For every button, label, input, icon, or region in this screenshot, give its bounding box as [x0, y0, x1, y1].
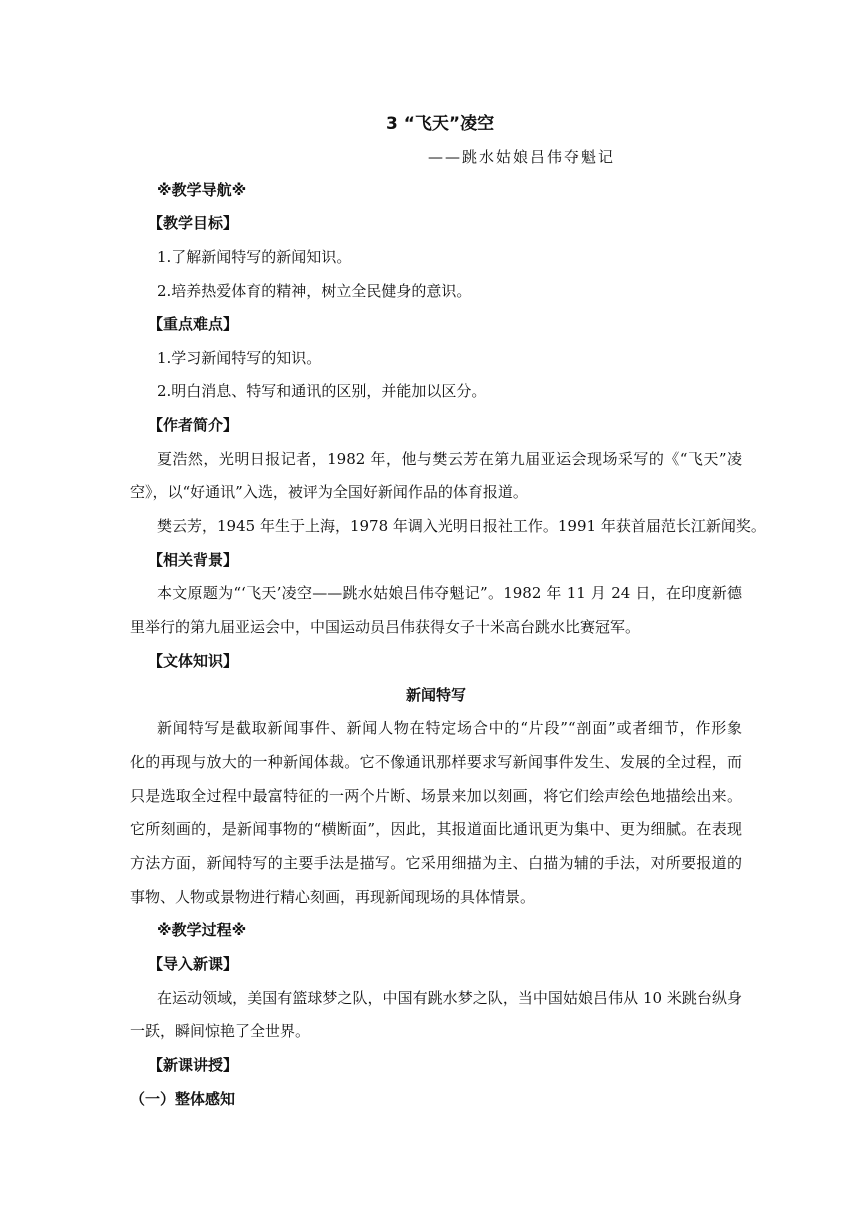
genre-paragraph-line: 新闻特写是截取新闻事件、新闻人物在特定场合中的“片段”“剖面”或者细节，作形象: [157, 719, 742, 737]
genre-paragraph-line: 方法方面，新闻特写的主要手法是描写。它采用细描为主、白描为辅的手法，对所要报道的: [130, 854, 742, 872]
new-lesson-heading: 【新课讲授】: [148, 1056, 239, 1074]
genre-paragraph-line: 它所刻画的，是新闻事物的“横断面”，因此，其报道面比通讯更为集中、更为细腻。在表现: [130, 820, 742, 838]
key-point-item: 2.明白消息、特写和通讯的区别，并能加以区分。: [157, 382, 487, 400]
author-paragraph-line: 樊云芳，1945 年生于上海，1978 年调入光明日报社工作。1991 年获首届范长江新闻奖。: [157, 517, 766, 535]
intro-heading: 【导入新课】: [148, 955, 239, 973]
goals-heading: 【教学目标】: [148, 214, 239, 232]
key-point-item: 1.学习新闻特写的知识。: [157, 349, 322, 367]
intro-paragraph-line: 在运动领域，美国有篮球梦之队，中国有跳水梦之队，当中国姑娘吕伟从 10 米跳台纵身: [157, 989, 742, 1007]
document-title: 3 “飞天”凌空: [386, 114, 495, 134]
goal-item: 1.了解新闻特写的新闻知识。: [157, 248, 352, 266]
author-paragraph-line: 夏浩然，光明日报记者，1982 年，他与樊云芳在第九届亚运会现场采写的《“飞天”凌: [157, 450, 742, 468]
genre-paragraph-line: 事物、人物或景物进行精心刻画，再现新闻现场的具体情景。: [130, 888, 536, 906]
genre-paragraph-line: 只是选取全过程中最富特征的一两个片断、场景来加以刻画，将它们绘声绘色地描绘出来。: [130, 787, 742, 805]
document-subtitle: ——跳水姑娘吕伟夺魁记: [428, 148, 616, 166]
intro-paragraph-line: 一跃，瞬间惊艳了全世界。: [130, 1022, 311, 1040]
key-points-heading: 【重点难点】: [148, 315, 239, 333]
background-paragraph-line: 本文原题为“‘飞天’凌空——跳水姑娘吕伟夺魁记”。1982 年 11 月 24 日，在印度新德: [157, 584, 742, 602]
section-heading: （一）整体感知: [130, 1090, 236, 1108]
author-paragraph-line: 空》，以“好通讯”入选，被评为全国好新闻作品的体育报道。: [130, 483, 528, 501]
genre-paragraph-line: 化的再现与放大的一种新闻体裁。它不像通讯那样要求写新闻事件发生、发展的全过程，而: [130, 753, 742, 771]
goal-item: 2.培养热爱体育的精神，树立全民健身的意识。: [157, 282, 472, 300]
background-heading: 【相关背景】: [148, 551, 239, 569]
author-heading: 【作者简介】: [148, 416, 239, 434]
background-paragraph-line: 里举行的第九届亚运会中，中国运动员吕伟获得女子十米高台跳水比赛冠军。: [130, 618, 641, 636]
teaching-nav-heading: ※教学导航※: [157, 181, 247, 199]
genre-heading: 【文体知识】: [148, 652, 239, 670]
genre-subheading: 新闻特写: [405, 686, 466, 704]
process-heading: ※教学过程※: [157, 921, 247, 939]
